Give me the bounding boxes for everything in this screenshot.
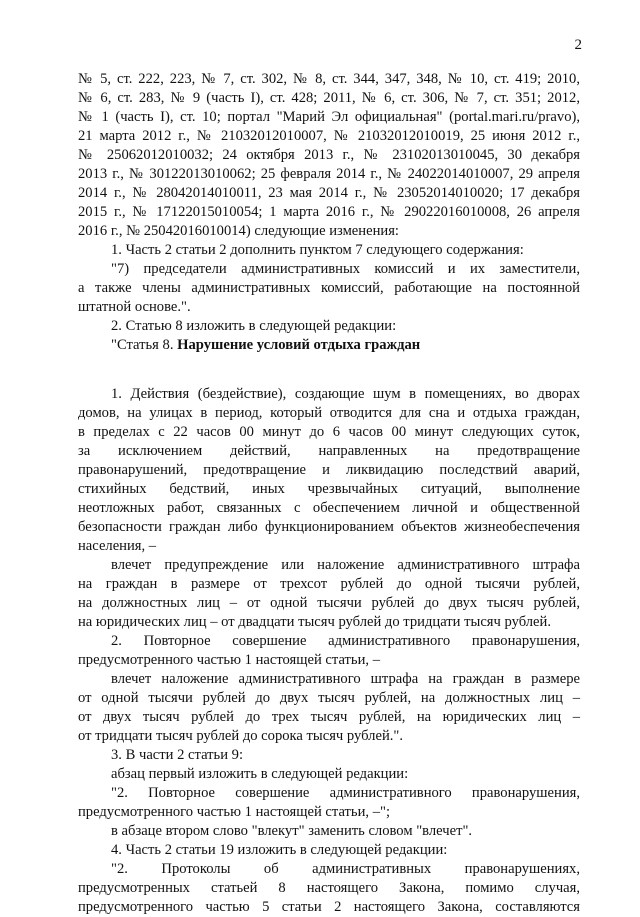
text-line: № 6, ст. 283, № 9 (часть I), ст. 428; 2011, № 6, ст. 306, № 7, ст. 351; 2012,: [78, 90, 580, 106]
text-line: № 5, ст. 222, 223, № 7, ст. 302, № 8, ст. 344, 347, 348, № 10, ст. 419; 2010,: [78, 71, 580, 87]
text-line: 2016 г., № 25042016010014) следующие изменения:: [78, 223, 399, 239]
text-line: № 1 (часть I), ст. 10; портал "Марий Эл официальная" (portal.mari.ru/pravo),: [78, 109, 580, 125]
text-line: неотложных работ, связанных с обеспечением личной и общественной: [78, 500, 580, 516]
text-line: № 25062012010032; 24 октября 2013 г., № 23102013010045, 30 декабря: [78, 147, 580, 163]
document-body: [78, 70, 580, 917]
text-line: а также члены административных комиссий, работающие на постоянной: [78, 280, 580, 296]
text-line: 2. Повторное совершение административного правонарушения,: [111, 633, 580, 649]
text-line: от тридцати тысяч рублей до сорока тысяч рублей.".: [78, 728, 404, 744]
text-line: правонарушений, предотвращение и ликвидацию последствий аварий,: [78, 462, 580, 478]
text-line: влечет наложение административного штрафа на граждан в размере: [111, 671, 580, 687]
text-line: 2015 г., № 17122015010054; 1 марта 2016 г., № 29022016010008, 26 апреля: [78, 204, 580, 220]
text-line: предусмотренного частью 5 статьи 2 настоящего Закона, составляются: [78, 899, 580, 915]
article-number: "Статья 8.: [111, 337, 178, 353]
article-heading: [78, 336, 580, 355]
text-line: 2. Статью 8 изложить в следующей редакции:: [111, 318, 397, 334]
text-line: домов, на улицах в период, который отводится для сна и отдыха граждан,: [78, 405, 580, 421]
text-line: 1. Действия (бездействие), создающие шум в помещениях, во дворах: [111, 386, 580, 402]
text-line: 21 марта 2012 г., № 21032012010007, № 21032012010019, 25 июня 2012 г.,: [78, 128, 580, 144]
text-line: "2. Протоколы об административных правонарушениях,: [111, 861, 580, 877]
text-line: предусмотренных статьей 8 настоящего Закона, помимо случая,: [78, 880, 580, 896]
text-line: на юридических лиц – от двадцати тысяч рублей до тридцати тысяч рублей.: [78, 614, 551, 630]
text-line: стихийных бедствий, иных чрезвычайных ситуаций, выполнение: [78, 481, 580, 497]
text-line: штатной основе.".: [78, 299, 191, 315]
text-line: предусмотренного частью 1 настоящей статьи, –";: [78, 804, 391, 820]
text-line: "7) председатели административных комиссий и их заместители,: [111, 261, 580, 277]
text-line: от одной тысячи рублей до двух тысяч рублей, на должностных лиц –: [78, 690, 580, 706]
text-line: на граждан в размере от трехсот рублей до одной тысячи рублей,: [78, 576, 580, 592]
text-line: абзац первый изложить в следующей редакции:: [111, 766, 409, 782]
text-line: в абзаце втором слово "влекут" заменить словом "влечет".: [111, 823, 473, 839]
spacer: [78, 355, 580, 385]
text-line: 3. В части 2 статьи 9:: [111, 747, 244, 763]
page-number: 2: [574, 37, 582, 53]
text-line: от двух тысяч рублей до трех тысяч рублей, на юридических лиц –: [78, 709, 580, 725]
text-line: "2. Повторное совершение административного правонарушения,: [111, 785, 580, 801]
text-line: предусмотренного частью 1 настоящей статьи, –: [78, 652, 380, 668]
text-line: за исключением действий, направленных на предотвращение: [78, 443, 580, 459]
text-line: влечет предупреждение или наложение административного штрафа: [111, 557, 580, 573]
text-line: в пределах с 22 часов 00 минут до 6 часов 00 минут следующих суток,: [78, 424, 580, 440]
text-line: населения, –: [78, 538, 157, 554]
text-line: безопасности граждан либо функционированием объектов жизнеобеспечения: [78, 519, 580, 535]
text-line: 2014 г., № 28042014010011, 23 мая 2014 г., № 23052014010020; 17 декабря: [78, 185, 580, 201]
text-line: 4. Часть 2 статьи 19 изложить в следующей редакции:: [111, 842, 448, 858]
text-line: 2013 г., № 30122013010062; 25 февраля 2014 г., № 24022014010007, 29 апреля: [78, 166, 580, 182]
text-line: 1. Часть 2 статьи 2 дополнить пунктом 7 следующего содержания:: [111, 242, 524, 258]
text-line: на должностных лиц – от одной тысячи рублей до двух тысяч рублей,: [78, 595, 580, 611]
article-title: Нарушение условий отдыха граждан: [177, 337, 421, 353]
